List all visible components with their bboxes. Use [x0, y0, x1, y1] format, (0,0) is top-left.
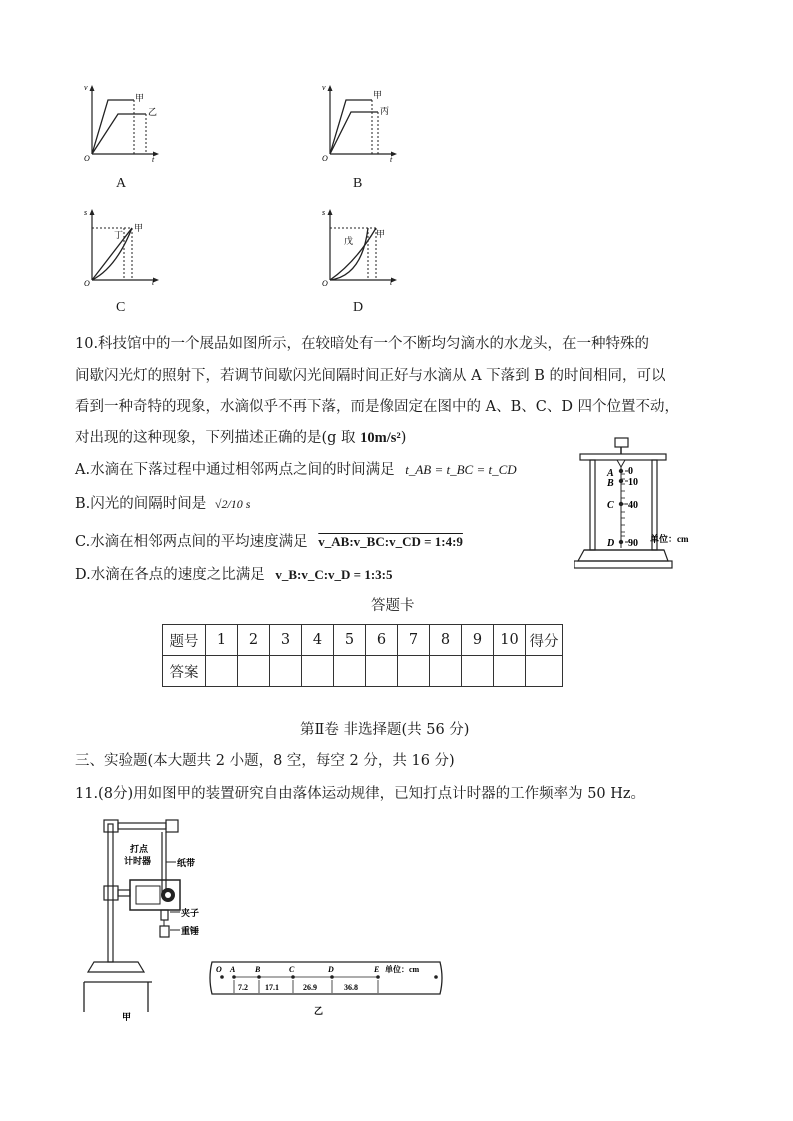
q10-option-c-math: v_AB:v_BC:v_CD = 1:4:9 — [318, 534, 463, 549]
q10-option-a — [75, 460, 517, 480]
answer-cell[interactable] — [398, 656, 430, 687]
q10-fig-point-d: D — [607, 538, 615, 549]
answer-card-row2-header: 答案 — [163, 656, 206, 687]
answer-cell[interactable] — [206, 656, 238, 687]
graph-b-y-axis: v — [322, 83, 326, 92]
answer-card-number: 8 — [430, 625, 462, 656]
fig11-timer-label-1: 打点 — [130, 844, 149, 854]
q10-option-a-text: A.水滴在下落过程中通过相邻两点之间的时间满足 — [75, 462, 395, 478]
q10-option-b-math: √2/10 s — [214, 497, 251, 511]
graph-b-x-axis: t — [390, 155, 393, 162]
graph-d-x-axis: t — [390, 278, 393, 286]
graph-a-x-axis: t — [152, 155, 155, 162]
answer-card-number: 5 — [334, 625, 366, 656]
answer-card-number: 4 — [302, 625, 334, 656]
answer-card-title: 答题卡 — [371, 598, 415, 614]
section2-title: 第Ⅱ卷 非选择题(共 56 分) — [300, 722, 470, 738]
q10-fig-reading-90: 90 — [628, 538, 638, 549]
fig11-tape-point-d: D — [328, 965, 334, 974]
section2-part3: 三、实验题(本大题共 2 小题，8 空，每空 2 分，共 16 分) — [75, 753, 455, 769]
answer-cell[interactable] — [302, 656, 334, 687]
graph-c-curve2-label: 丁 — [114, 230, 124, 240]
q10-option-b — [75, 494, 250, 514]
graph-a-curve2-label: 乙 — [148, 107, 158, 117]
answer-card-score-header: 得分 — [526, 625, 563, 656]
q11-stem: 11.(8分)用如图甲的装置研究自由落体运动规律，已知打点计时器的工作频率为 50 Hz。 — [75, 786, 646, 802]
graph-d — [318, 206, 418, 286]
fig11-weight-label: 重锤 — [181, 926, 200, 936]
q10-fig-unit: 单位：cm — [650, 534, 689, 544]
answer-card-number: 2 — [238, 625, 270, 656]
q10-stem-line4 — [75, 428, 406, 448]
q10-figure — [574, 436, 704, 574]
answer-card-number: 6 — [366, 625, 398, 656]
graph-b-curve2-label: 丙 — [380, 106, 390, 116]
answer-card-row-answers — [163, 656, 563, 687]
q10-stem-line4-suffix: ) — [400, 430, 407, 446]
q10-option-c-text: C.水滴在相邻两点间的平均速度满足 — [75, 534, 308, 550]
fig11-tape-point-c: C — [289, 965, 295, 974]
graph-b-option-label: B — [353, 176, 363, 191]
fig11-tape-point-e: E — [374, 965, 380, 974]
q10-fig-reading-0: 0 — [628, 466, 633, 477]
graph-d-curve1-label: 甲 — [376, 229, 386, 239]
fig11-segment-1: 7.2 — [238, 983, 248, 992]
answer-cell[interactable] — [270, 656, 302, 687]
graph-d-y-axis: s — [322, 208, 326, 217]
q10-stem-line2: 间歇闪光灯的照射下，若调节间歇闪光间隔时间正好与水滴从 A 下落到 B 的时间相同，可以 — [75, 368, 666, 384]
graph-a-y-axis: v — [84, 83, 88, 92]
answer-cell[interactable] — [334, 656, 366, 687]
q10-stem-line3: 看到一种奇特的现象，水滴似乎不再下落，而是像固定在图中的 A、B、C、D 四个位置不动， — [75, 399, 680, 415]
answer-cell[interactable] — [462, 656, 494, 687]
graph-d-curve2-label: 戊 — [344, 236, 354, 246]
score-cell[interactable] — [526, 656, 563, 687]
answer-card-number: 3 — [270, 625, 302, 656]
graph-c-x-axis: t — [152, 278, 155, 286]
answer-cell[interactable] — [494, 656, 526, 687]
q10-stem-line4-prefix: 对出现的这种现象，下列描述正确的是(g 取 — [75, 430, 361, 446]
fig11-apparatus — [80, 812, 220, 1022]
graph-a — [80, 82, 180, 162]
graph-c-y-axis: s — [84, 208, 88, 217]
graph-b — [318, 82, 418, 162]
graph-a-origin: O — [84, 154, 90, 162]
fig11-tape-unit: 单位：cm — [385, 965, 420, 974]
graph-c-option-label: C — [116, 300, 126, 315]
q10-option-b-text: B.闪光的间隔时间是 — [75, 496, 207, 512]
fig11-tape-label: 纸带 — [177, 858, 196, 868]
fig11-segment-3: 26.9 — [303, 983, 317, 992]
fig11-timer-label-2: 计时器 — [124, 856, 152, 866]
answer-card-number: 1 — [206, 625, 238, 656]
q10-fig-reading-10: 10 — [628, 477, 638, 488]
graph-d-origin: O — [322, 279, 328, 286]
fig11-tape-point-b: B — [255, 965, 261, 974]
q10-option-c — [75, 532, 463, 552]
graph-b-origin: O — [322, 154, 328, 162]
answer-cell[interactable] — [430, 656, 462, 687]
q10-option-d-text: D.水滴在各点的速度之比满足 — [75, 567, 265, 583]
q10-option-d — [75, 565, 393, 585]
q10-fig-reading-40: 40 — [628, 500, 638, 511]
fig11-tape — [208, 958, 448, 1018]
answer-card-row-numbers — [163, 625, 563, 656]
fig11-caption-jia: 甲 — [122, 1012, 132, 1022]
q10-option-a-math: t_AB = t_BC = t_CD — [405, 462, 517, 477]
q10-fig-point-a: A — [607, 468, 614, 479]
graph-a-option-label: A — [116, 176, 127, 191]
graph-b-curve1-label: 甲 — [373, 90, 383, 100]
q10-stem-line1: 10.科技馆中的一个展品如图所示，在较暗处有一个不断均匀滴水的水龙头，在一种特殊的 — [75, 336, 650, 352]
q10-g-value: 10m/s² — [360, 430, 401, 446]
fig11-tape-point-o: O — [216, 965, 222, 974]
answer-card-table — [162, 624, 563, 687]
q10-fig-point-b: B — [607, 478, 614, 489]
graph-a-curve1-label: 甲 — [135, 93, 145, 103]
graph-c-origin: O — [84, 279, 90, 286]
fig11-clip-label: 夹子 — [181, 908, 200, 918]
answer-card-row1-header: 题号 — [163, 625, 206, 656]
fig11-segment-4: 36.8 — [344, 983, 358, 992]
graph-d-option-label: D — [353, 300, 364, 315]
q10-fig-point-c: C — [607, 500, 614, 511]
answer-card-number: 7 — [398, 625, 430, 656]
answer-card-number: 9 — [462, 625, 494, 656]
fig11-segment-2: 17.1 — [265, 983, 279, 992]
fig11-tape-point-a: A — [230, 965, 236, 974]
graph-c-curve1-label: 甲 — [134, 223, 144, 233]
graph-c — [80, 206, 180, 286]
answer-cell[interactable] — [366, 656, 398, 687]
answer-cell[interactable] — [238, 656, 270, 687]
fig11-caption-yi: 乙 — [314, 1006, 324, 1016]
answer-card-number: 10 — [494, 625, 526, 656]
q10-option-d-math: v_B:v_C:v_D = 1:3:5 — [275, 567, 393, 582]
